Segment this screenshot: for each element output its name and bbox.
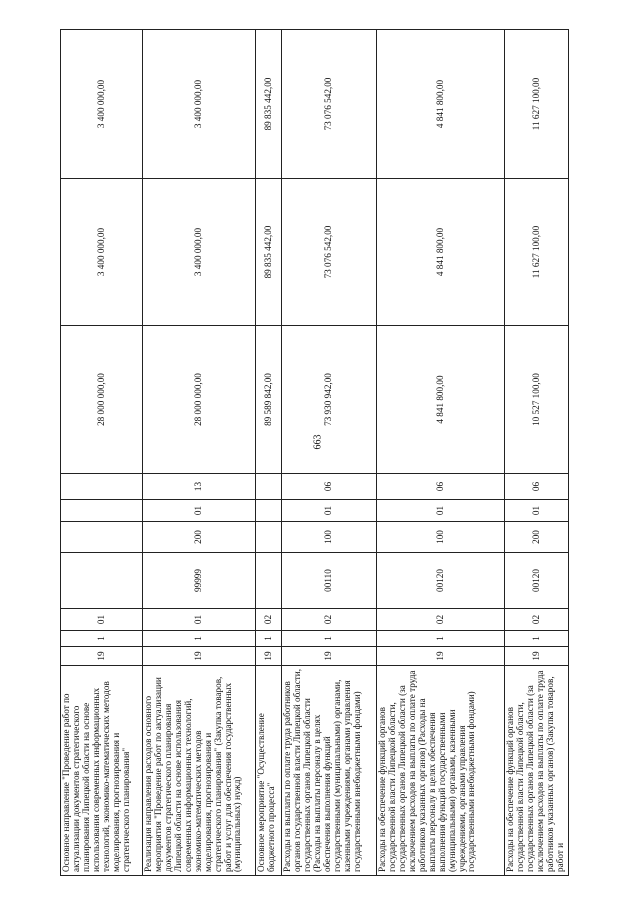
col-expense-type: 200 [505, 522, 569, 553]
col-subprogram: 1 [377, 631, 505, 647]
amount-year-3: 11 627 100,00 [505, 30, 569, 179]
row-description: Расходы на выплаты по оплате труда работников органов государственной власти Липецкой области, государственных органов Липецкой области (Расходы на выплаты персоналу в целях обеспечения выполнения функций государственными (муниципальными) органами, казенными учреждениями, органами управления государственными внебюджетными фондами) [282, 666, 377, 876]
col-event: 01 [143, 609, 256, 631]
amount-year-2: 4 841 800,00 [377, 179, 505, 326]
col-subsection: 06 [282, 474, 377, 500]
amount-year-2: 89 835 442,00 [256, 179, 282, 326]
amount-year-1: 4 841 800,00 [377, 326, 505, 474]
col-program: 19 [256, 647, 282, 666]
col-program: 19 [61, 647, 143, 666]
budget-table [60, 29, 569, 876]
col-expense-type: 200 [143, 522, 256, 553]
col-event: 02 [282, 609, 377, 631]
col-section [256, 500, 282, 522]
amount-year-3: 3 400 000,00 [143, 30, 256, 179]
col-direction [256, 553, 282, 609]
col-expense-type: 100 [377, 522, 505, 553]
row-description: Реализация направления расходов основного мероприятия "Проведение работ по актуализации документов стратегического планирования Липецкой области на основе использования современных информационных технологий, экономико-математических методов моделирования, прогнозирования и стратегического планирования" (Закупка товаров, работ и услуг для обеспечения государственных (муниципальных) нужд) [143, 666, 256, 876]
rotated-table-wrapper [60, 30, 568, 876]
table-row [282, 30, 377, 876]
amount-year-3: 89 835 442,00 [256, 30, 282, 179]
table-row [61, 30, 143, 876]
col-section: 01 [143, 500, 256, 522]
col-event: 01 [61, 609, 143, 631]
col-program: 19 [377, 647, 505, 666]
col-section: 01 [282, 500, 377, 522]
amount-year-3: 73 076 542,00 [282, 30, 377, 179]
col-direction: 99999 [143, 553, 256, 609]
amount-year-1: 28 000 000,00 [143, 326, 256, 474]
amount-year-1: 10 527 100,00 [505, 326, 569, 474]
col-direction [61, 553, 143, 609]
col-subsection: 06 [377, 474, 505, 500]
col-subsection [256, 474, 282, 500]
col-section: 01 [505, 500, 569, 522]
col-expense-type [256, 522, 282, 553]
row-description: Основное направление "Проведение работ по актуализации документов стратегического планирования Липецкой области на основе использования современных информационных технологий, экономико-математических методов моделирования, прогнозирования и стратегического планирования" [61, 666, 143, 876]
col-expense-type: 100 [282, 522, 377, 553]
col-subsection: 06 [505, 474, 569, 500]
col-subsection [61, 474, 143, 500]
col-section [61, 500, 143, 522]
row-description: Расходы на обеспечение функций органов государственной власти Липецкой области, государственных органов Липецкой области (за исключением расходов на выплаты по оплате труда работников указанных органов) (Закупка товаров, работ и [505, 666, 569, 876]
col-event: 02 [256, 609, 282, 631]
col-subprogram: 1 [256, 631, 282, 647]
col-section: 01 [377, 500, 505, 522]
amount-year-1: 73 930 942,00 [282, 326, 377, 474]
table-row [505, 30, 569, 876]
amount-year-1: 89 589 842,00 [256, 326, 282, 474]
col-event: 02 [377, 609, 505, 631]
page-number: 663 [312, 434, 324, 450]
col-direction: 00120 [377, 553, 505, 609]
col-subprogram: 1 [61, 631, 143, 647]
col-subprogram: 1 [282, 631, 377, 647]
amount-year-1: 28 000 000,00 [61, 326, 143, 474]
col-expense-type [61, 522, 143, 553]
col-event: 02 [505, 609, 569, 631]
col-program: 19 [143, 647, 256, 666]
table-row [256, 30, 282, 876]
amount-year-3: 3 400 000,00 [61, 30, 143, 179]
col-program: 19 [505, 647, 569, 666]
amount-year-2: 3 400 000,00 [143, 179, 256, 326]
col-direction: 00120 [505, 553, 569, 609]
col-program: 19 [282, 647, 377, 666]
amount-year-2: 3 400 000,00 [61, 179, 143, 326]
amount-year-2: 11 627 100,00 [505, 179, 569, 326]
col-subprogram: 1 [143, 631, 256, 647]
row-description: Основное мероприятие "Осуществление бюджетного процесса" [256, 666, 282, 876]
row-description: Расходы на обеспечение функций органов государственной власти Липецкой области, государственных органов Липецкой области (за исключением расходов на выплаты по оплате труда работников указанных органов) (Расходы на выплаты персоналу в целях обеспечения выполнения функций государственными (муниципальными) органами, казенными учреждениями, органами управления государственными внебюджетными фондами) [377, 666, 505, 876]
col-direction: 00110 [282, 553, 377, 609]
col-subprogram: 1 [505, 631, 569, 647]
amount-year-3: 4 841 800,00 [377, 30, 505, 179]
amount-year-2: 73 076 542,00 [282, 179, 377, 326]
table-row [377, 30, 505, 876]
col-subsection: 13 [143, 474, 256, 500]
table-row [143, 30, 256, 876]
